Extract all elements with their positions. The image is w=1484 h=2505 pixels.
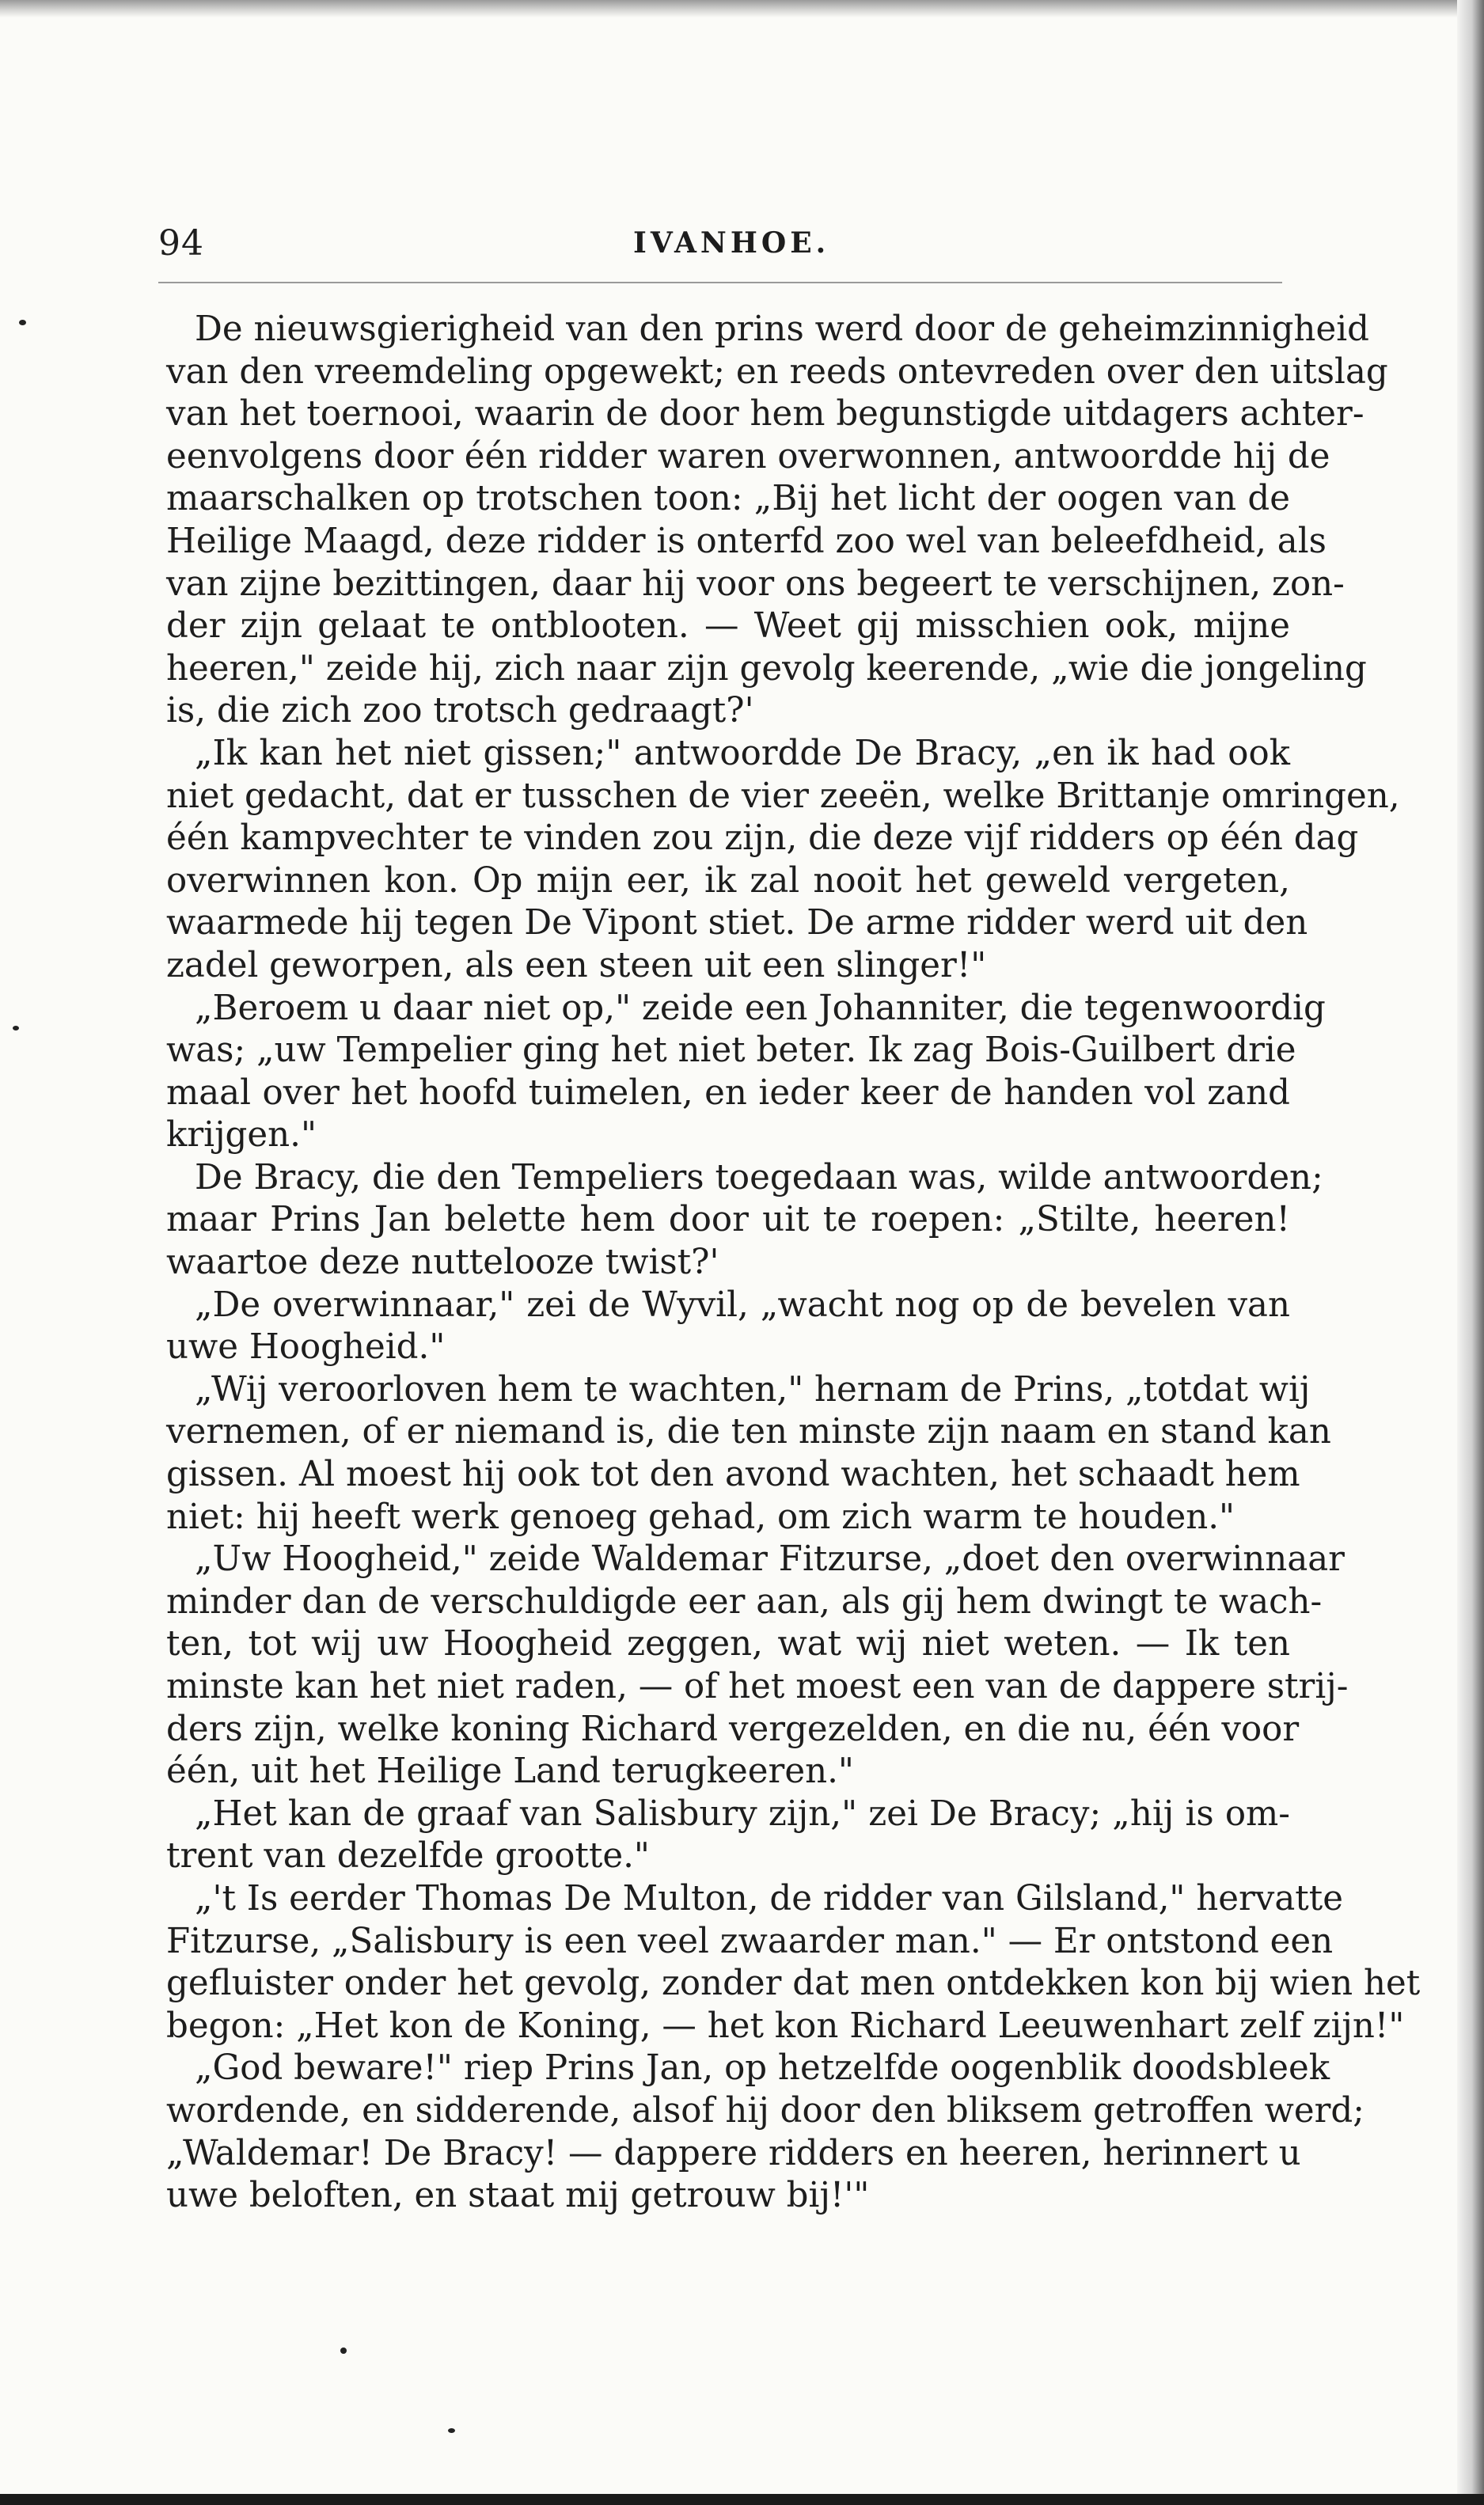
- page-bottom-edge: [0, 2494, 1484, 2505]
- text-line: niet gedacht, dat er tusschen de vier zeeën, welke Brittanje omringen,: [166, 776, 1400, 816]
- text-line: is, die zich zoo trotsch gedraagt?': [166, 691, 754, 731]
- text-line: wordende, en sidderende, alsof hij door den bliksem getroffen werd;: [166, 2090, 1364, 2131]
- text-line: maar Prins Jan belette hem door uit te roepen: „Stilte, heeren!: [166, 1200, 1290, 1240]
- text-line: „'t Is eerder Thomas De Multon, de ridder van Gilsland," hervatte: [195, 1878, 1344, 1919]
- text-line: ten, tot wij uw Hoogheid zeggen, wat wij niet weten. — Ik ten: [166, 1624, 1290, 1664]
- text-line: uwe Hoogheid.": [166, 1327, 446, 1368]
- text-line: begon: „Het kon de Koning, — het kon Richard Leeuwenhart zelf zijn!": [166, 2006, 1405, 2046]
- text-line: maarschalken op trotschen toon: „Bij het licht der oogen van de: [166, 479, 1290, 519]
- paragraph: [166, 2048, 1364, 2217]
- text-line: „Waldemar! De Bracy! — dappere ridders en heeren, herinnert u: [166, 2133, 1301, 2173]
- text-line: krijgen.": [166, 1115, 317, 1156]
- paragraph: [166, 1285, 1290, 1369]
- paragraph: [166, 1539, 1349, 1793]
- paragraph: [166, 1369, 1331, 1539]
- text-line: trent van dezelfde grootte.": [166, 1836, 650, 1877]
- text-line: „Het kan de graaf van Salisbury zijn," zei De Bracy; „hij is om-: [195, 1793, 1290, 1834]
- text-line: waartoe deze nuttelooze twist?': [166, 1243, 719, 1283]
- text-line: minder dan de verschuldigde eer aan, als gij hem dwingt te wach-: [166, 1581, 1323, 1622]
- header-rule: [158, 282, 1282, 283]
- text-line: Heilige Maagd, deze ridder is onterfd zoo wel van beleefdheid, als: [166, 521, 1326, 561]
- page-top-edge: [0, 0, 1484, 17]
- text-line: „De overwinnaar," zei de Wyvil, „wacht nog op de bevelen van: [195, 1285, 1290, 1325]
- text-line: „Uw Hoogheid," zeide Waldemar Fitzurse, „doet den overwinnaar: [195, 1539, 1345, 1580]
- text-line: overwinnen kon. Op mijn eer, ik zal nooit het geweld vergeten,: [166, 860, 1290, 901]
- paragraph: [166, 309, 1388, 733]
- text-line: niet: hij heeft werk genoeg gehad, om zich warm te houden.": [166, 1497, 1235, 1537]
- text-line: één kampvechter te vinden zou zijn, die deze vijf ridders op één dag: [166, 818, 1359, 859]
- text-line: Fitzurse, „Salisbury is een veel zwaarder man." — Er ontstond een: [166, 1921, 1334, 1961]
- text-line: maal over het hoofd tuimelen, en ieder keer de handen vol zand: [166, 1072, 1290, 1113]
- running-title: IVANHOE.: [633, 226, 830, 260]
- text-line: waarmede hij tegen De Vipont stiet. De arme ridder werd uit den: [166, 903, 1308, 943]
- margin-speck: [13, 1026, 19, 1030]
- text-line: „Wij veroorloven hem te wachten," hernam de Prins, „totdat wij: [195, 1369, 1311, 1410]
- text-line: van den vreemdeling opgewekt; en reeds ontevreden over den uitslag: [166, 351, 1388, 392]
- text-line: uwe beloften, en staat mij getrouw bij!'": [166, 2176, 870, 2216]
- text-line: gissen. Al moest hij ook tot den avond wachten, het schaadt hem: [166, 1455, 1300, 1495]
- margin-speck: [340, 2347, 347, 2354]
- text-line: gefluister onder het gevolg, zonder dat men ontdekken kon bij wien het: [166, 1964, 1421, 2004]
- text-line: één, uit het Heilige Land terugkeeren.": [166, 1752, 854, 1792]
- text-line: De Bracy, die den Tempeliers toegedaan was, wilde antwoorden;: [195, 1157, 1323, 1197]
- text-line: eenvolgens door één ridder waren overwonnen, antwoordde hij de: [166, 436, 1330, 476]
- paragraph: [166, 1793, 1290, 1878]
- text-line: van zijne bezittingen, daar hij voor ons begeert te verschijnen, zon-: [166, 564, 1345, 604]
- page-header: [158, 215, 1282, 271]
- text-line: De nieuwsgierigheid van den prins werd door de geheimzinnigheid: [195, 309, 1369, 349]
- text-line: „Ik kan het niet gissen;" antwoordde De Bracy, „en ik had ook: [195, 733, 1290, 773]
- text-line: ders zijn, welke koning Richard vergezelden, en die nu, één voor: [166, 1709, 1300, 1749]
- text-line: van het toernooi, waarin de door hem begunstigde uitdagers achter-: [166, 394, 1364, 435]
- margin-speck: [448, 2428, 455, 2433]
- text-line: minste kan het niet raden, — of het moest een van de dappere strij-: [166, 1667, 1349, 1706]
- page-number: 94: [158, 223, 204, 264]
- paragraph: [166, 1157, 1323, 1285]
- paragraph: [166, 988, 1326, 1157]
- text-line: zadel geworpen, als een steen uit een slinger!": [166, 945, 987, 985]
- text-line: „God beware!" riep Prins Jan, op hetzelfde oogenblik doodsbleek: [195, 2048, 1330, 2089]
- text-line: der zijn gelaat te ontblooten. — Weet gij misschien ook, mijne: [166, 606, 1290, 647]
- text-line: vernemen, of er niemand is, die ten minste zijn naam en stand kan: [166, 1412, 1331, 1452]
- text-body: [166, 309, 1421, 2218]
- paragraph: [166, 1878, 1421, 2048]
- margin-speck: [19, 320, 26, 325]
- text-line: „Beroem u daar niet op," zeide een Johanniter, die tegenwoordig: [195, 988, 1326, 1028]
- paragraph: [166, 733, 1400, 988]
- text-line: heeren," zeide hij, zich naar zijn gevolg keerende, „wie die jongeling: [166, 648, 1367, 689]
- text-line: was; „uw Tempelier ging het niet beter. Ik zag Bois-Guilbert drie: [166, 1030, 1296, 1071]
- page-right-edge: [1457, 0, 1484, 2505]
